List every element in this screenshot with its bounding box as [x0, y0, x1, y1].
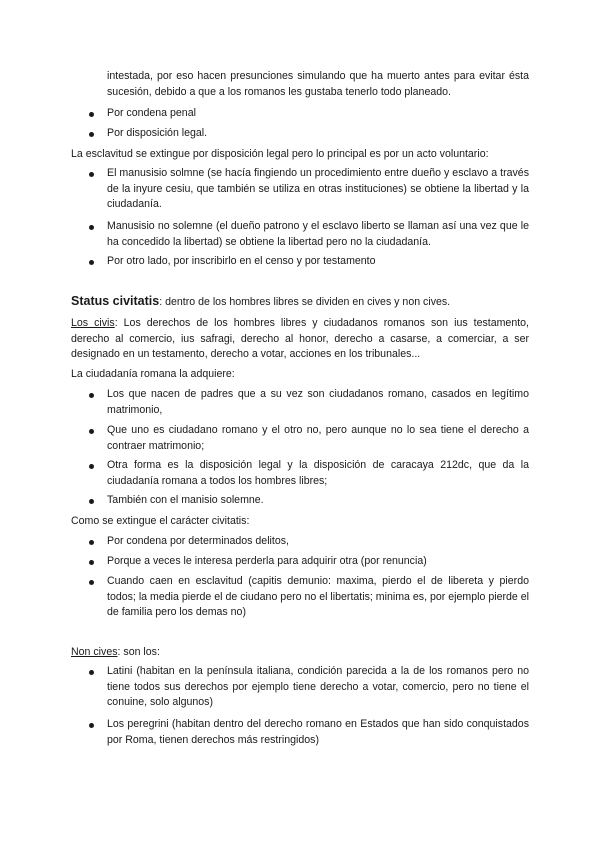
civis-label: Los civis	[71, 317, 115, 329]
bullet-icon	[89, 499, 94, 504]
list-item: El manusisio solmne (se hacía fingiendo un procedimiento entre dueño y esclavo a través de la inyure cesiu, que también se utiliza en otras instituciones) se obtiene la libertad y la ciudadanía.	[107, 167, 529, 210]
bullet-icon	[89, 112, 94, 117]
list-item: Otra forma es la disposición legal y la disposición de caracaya 212dc, que da la ciudadanía romana a todos los hombres libres;	[107, 459, 529, 487]
noncives-paragraph	[71, 645, 529, 661]
noncives-label: Non cives	[71, 646, 118, 658]
list-item: Los que nacen de padres que a su vez son ciudadanos romano, casados en legítimo matrimonio,	[107, 388, 529, 416]
bullet-icon	[89, 225, 94, 230]
bullet-icon	[89, 172, 94, 177]
list-item: Cuando caen en esclavitud (capitis demunio: maxima, pierdo el de libereta y pierdo todos; la media pierde el de ciudano pero no el libertatis; minima es, por ejemplo pierde el de familia pero los demas no)	[107, 575, 529, 618]
bullet-icon	[89, 429, 94, 434]
bullet-icon	[89, 464, 94, 469]
bullet-icon	[89, 670, 94, 675]
status-text: : dentro de los hombres libres se dividen en cives y non cives.	[159, 296, 451, 308]
list-item: Los peregrini (habitan dentro del derecho romano en Estados que han sido conquistados por Roma, tienen derechos más restringidos)	[107, 718, 529, 746]
esclavitud-intro: La esclavitud se extingue por disposición legal pero lo principal es por un acto voluntario:	[71, 148, 489, 160]
bullet-icon	[89, 560, 94, 565]
list-item: Por otro lado, por inscribirlo en el censo y por testamento	[107, 255, 376, 267]
status-heading: Status civitatis	[71, 294, 160, 308]
bullet-icon	[89, 540, 94, 545]
list-item: Por condena por determinados delitos,	[107, 535, 289, 547]
civis-paragraph	[71, 316, 529, 363]
list-item: Manusisio no solemne (el dueño patrono y el esclavo liberto se llaman así una vez que le ha concedido la libertad) se obtiene la libertad pero no la ciudadanía.	[107, 220, 529, 248]
bullet-icon	[89, 260, 94, 265]
list-item: Que uno es ciudadano romano y el otro no, pero aunque no lo sea tiene el derecho a contraer matrimonio;	[107, 424, 529, 452]
bullet-icon	[89, 393, 94, 398]
bullet-icon	[89, 132, 94, 137]
bullet-icon	[89, 580, 94, 585]
ciudadania-intro: La ciudadanía romana la adquiere:	[71, 368, 235, 380]
list-item: Porque a veces le interesa perderla para adquirir otra (por renuncia)	[107, 555, 427, 567]
civis-text: : Los derechos de los hombres libres y ciudadanos romanos son ius testamento, derecho al comercio, ius safragi, derecho al honor, derecho a casarse, a comerciar, a ser designado en un testamento, derecho a votar, acciones en los tribunales...	[71, 317, 529, 360]
bullet-icon	[89, 723, 94, 728]
list-item: Por disposición legal.	[107, 127, 208, 139]
list-item: También con el manisio solemne.	[107, 494, 264, 506]
extingue-intro: Como se extingue el carácter civitatis:	[71, 515, 250, 527]
status-paragraph	[71, 294, 529, 311]
list-item: Latini (habitan en la península italiana, condición parecida a la de los romanos pero no tiene todos sus derechos por ejemplo tiene derecho a votar, comercio, pero no tiene el conuine, solo algunos)	[107, 665, 529, 708]
intro-continuation: intestada, por eso hacen presunciones simulando que ha muerto antes para evitar ésta sucesión, debido a que a los romanos les gustaba tenerlo todo planeado.	[107, 70, 529, 98]
list-item: Por condena penal	[107, 107, 196, 119]
noncives-text: : son los:	[117, 646, 160, 658]
